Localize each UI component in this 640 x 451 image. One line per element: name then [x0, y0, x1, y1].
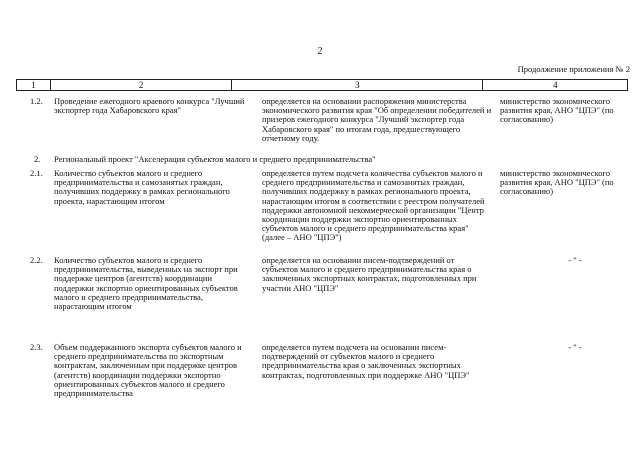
section-number: 2. — [34, 154, 41, 164]
row-number: 2.3. — [30, 342, 43, 352]
calculation-method: определяется на основании писем-подтверждений от субъектов малого и среднего предпринимательства края о заключенных экспортных контрактах, подготовленных при участии АНО "ЦПЭ" — [262, 255, 477, 293]
calculation-method: определяется путем подсчета количества субъектов малого и среднего предпринимательства и самозанятых граждан, получивших поддержку в рамках регионального проекта, нарастающим итогом в соответствии с реестром получателей поддержки автономной некоммерческой организации "Центр координации поддержки экспортно ориентированных субъектов малого и среднего предпринимательства края" (далее – АНО "ЦПЭ") — [262, 168, 485, 243]
header-col-2: 2 — [51, 80, 232, 90]
table-row — [16, 97, 628, 143]
row-number: 2.1. — [30, 168, 43, 178]
responsible-party: - " - — [568, 255, 582, 265]
header-col-4: 4 — [552, 80, 558, 90]
calculation-method: определяется на основании распоряжения министерства экономического развития края "Об определении победителей и призеров ежегодного конкурса "Лучший экспортер года Хабаровского края" по итогам года, предшествующего отчетному году. — [262, 96, 492, 143]
row-number: 2.2. — [30, 255, 43, 265]
indicator-name: Проведение ежегодного краевого конкурса "Лучший экспортер года Хабаровского края" — [54, 96, 245, 116]
calculation-method: определяется путем подсчета на основании писем-подтверждений от субъектов малого и среднего предпринимательства края о заключенных экспортных контрактах, подготовленных при поддержке АНО "ЦПЭ" — [262, 342, 470, 380]
table-row — [16, 256, 628, 311]
continuation-label: Продолжение приложения № 2 — [517, 64, 630, 74]
indicator-name: Количество субъектов малого и среднего предпринимательства и самозанятых граждан, получивших поддержку в рамках регионального проекта, нарастающим итогом — [54, 168, 230, 206]
indicator-name: Количество субъектов малого и среднего предпринимательства, выведенных на экспорт при поддержке центров (агентств) координации поддержки экспортно ориентированных субъектов малого и среднего предпринимательства, нарастающим итогом — [54, 255, 238, 312]
header-col-1: 1 — [17, 80, 51, 90]
responsible-party: министерство экономического развития края, АНО "ЦПЭ" (по согласованию) — [500, 168, 614, 197]
section-row — [16, 155, 628, 164]
page-number: 2 — [317, 46, 323, 57]
table-header — [16, 79, 628, 91]
responsible-party: - " - — [568, 342, 582, 352]
responsible-party: министерство экономического развития края, АНО "ЦПЭ" (по согласованию) — [500, 96, 614, 125]
header-col-3: 3 — [232, 80, 483, 90]
row-number: 1.2. — [30, 96, 43, 106]
table-row — [16, 343, 628, 398]
section-title: Региональный проект "Акселерация субъектов малого и среднего предпринимательства" — [54, 154, 376, 164]
indicator-name: Объем поддержанного экспорта субъектов малого и среднего предпринимательства по экспортным контрактам, заключенным при поддержке центров (агентств) координации поддержки экспортно ориентированных субъектов малого и среднего предпринимательства — [54, 342, 242, 399]
table-row — [16, 169, 628, 243]
